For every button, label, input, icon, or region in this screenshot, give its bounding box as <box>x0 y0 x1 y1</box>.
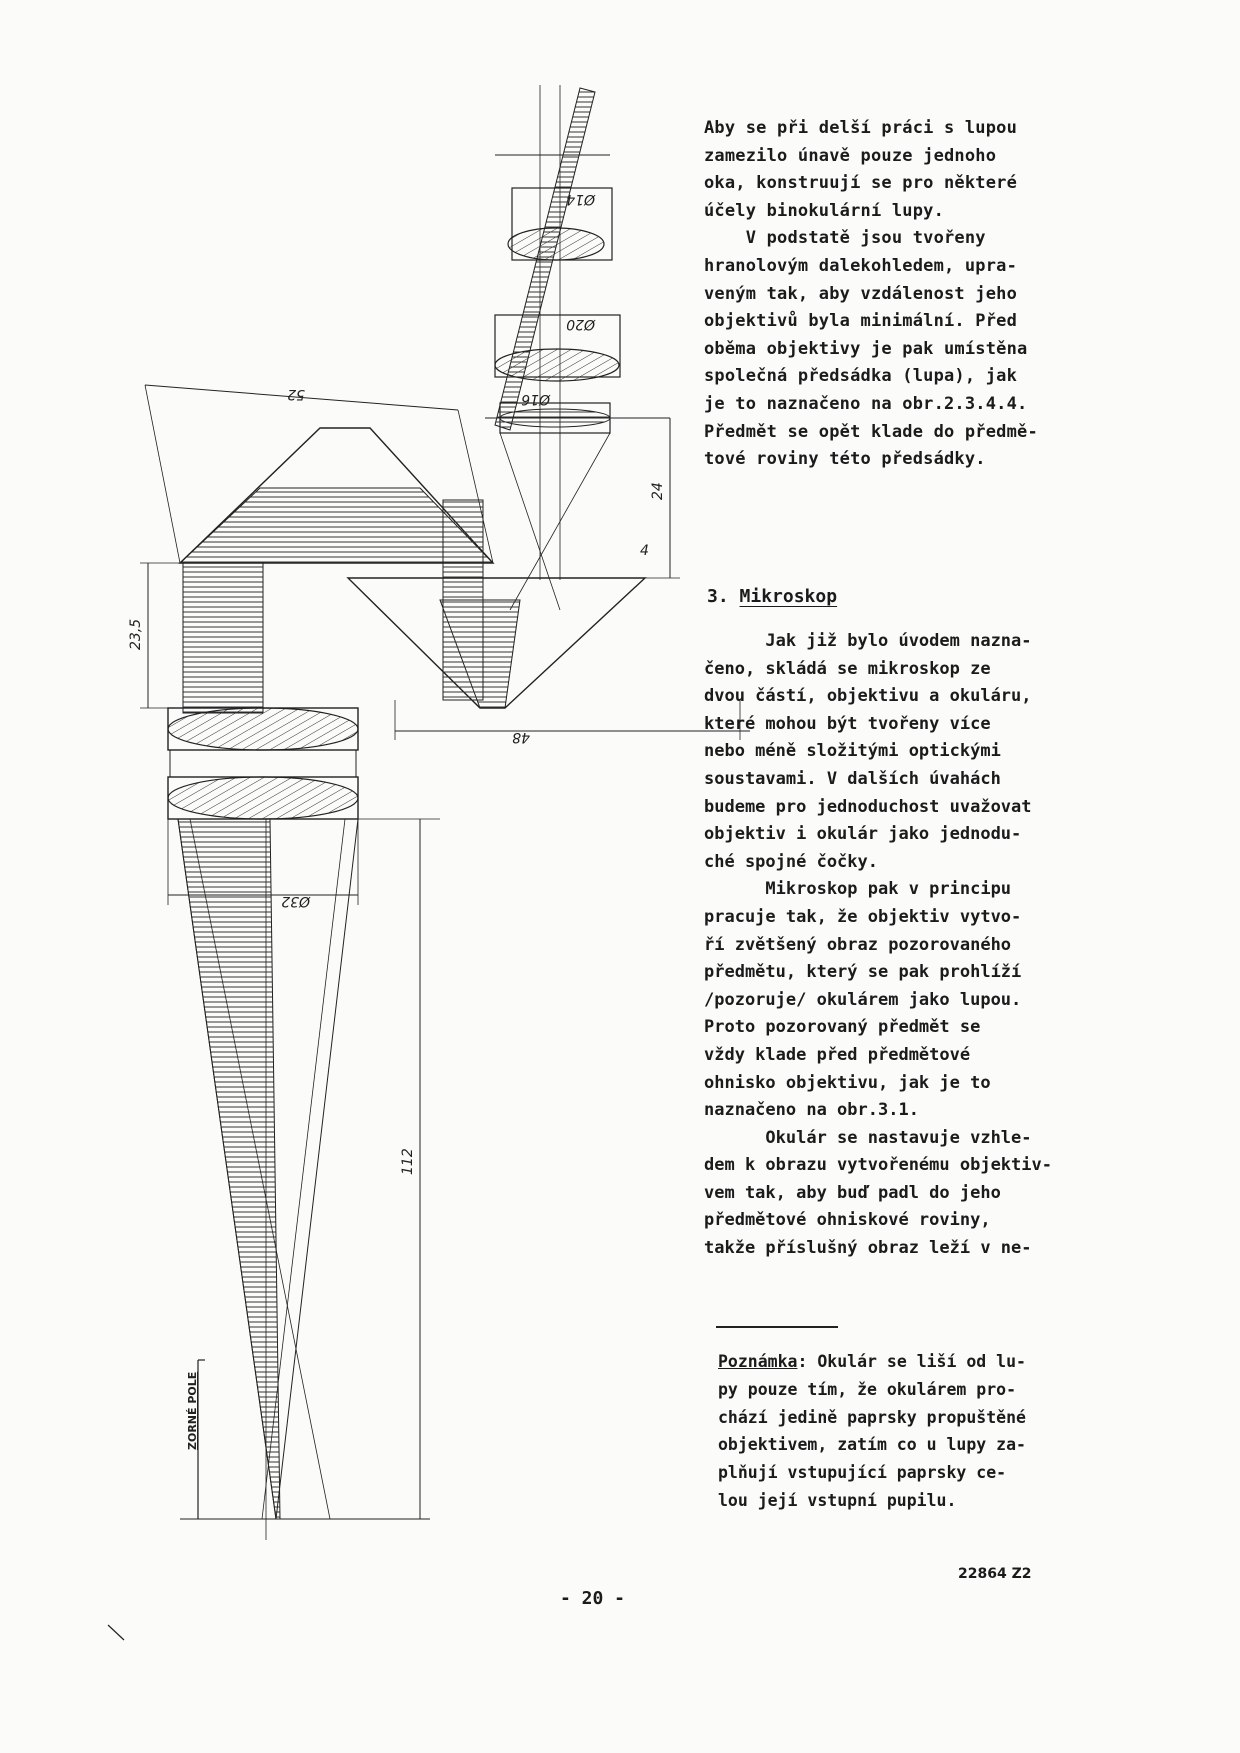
text-line: budeme pro jednoduchost uvažovat <box>704 796 1032 817</box>
text-line: chází jedině paprsky propuštěné <box>718 1407 1026 1427</box>
dimension-14: Ø14 <box>566 191 595 207</box>
text-line: předmětu, který se pak prohlíží <box>704 962 1022 983</box>
dimension-48: 48 <box>512 729 530 745</box>
text-line: ohnisko objektivu, jak je to <box>704 1072 991 1093</box>
text-line: soustavami. V dalších úvahách <box>704 768 1001 789</box>
text-line: Aby se při delší práci s lupou <box>704 118 1018 138</box>
footnote-divider <box>716 1326 838 1328</box>
text-line: dvou částí, objektivu a okuláru, <box>704 686 1032 707</box>
dimension-4: 4 <box>640 543 649 559</box>
dimension-20: Ø20 <box>566 316 595 332</box>
text-line: hranolovým dalekohledem, upra- <box>704 255 1018 276</box>
text-line: čeno, skládá se mikroskop ze <box>704 658 991 679</box>
dimension-16: Ø16 <box>521 391 550 407</box>
text-line: dem k obrazu vytvořenému objektiv- <box>704 1155 1052 1176</box>
page-number: - 20 - <box>560 1588 626 1609</box>
text-line: účely binokulární lupy. <box>704 200 945 221</box>
text-line: objektiv i okulár jako jednodu- <box>704 824 1022 845</box>
text-line: veným tak, aby vzdálenost jeho <box>704 283 1018 304</box>
text-line: Mikroskop pak v principu <box>704 879 1012 900</box>
document-code: 22864 Z2 <box>958 1566 1032 1582</box>
footnote-first-line <box>718 1348 1026 1376</box>
text-line: které mohou být tvořeny více <box>704 713 991 734</box>
section-body <box>704 628 1052 1263</box>
text-line: plňují vstupující paprsky ce- <box>718 1463 1007 1483</box>
text-line: Proto pozorovaný předmět se <box>704 1017 981 1038</box>
text-line: je to naznačeno na obr.2.3.4.4. <box>704 393 1028 414</box>
text-line: tové roviny této předsádky. <box>704 449 986 470</box>
text-line: naznačeno na obr.3.1. <box>704 1100 919 1121</box>
text-line: oka, konstruují se pro některé <box>704 173 1018 194</box>
text-line: ří zvětšený obraz pozorovaného <box>704 934 1012 955</box>
footnote-text: : Okulár se liší od lu- <box>797 1352 1026 1371</box>
field-of-view-label: ZORNÉ POLE <box>186 1371 199 1450</box>
dimension-32: Ø32 <box>281 893 310 909</box>
text-line: objektivů byla minimální. Před <box>704 311 1018 332</box>
dimension-52: 52 <box>287 386 305 402</box>
text-line: ché spojné čočky. <box>704 851 878 872</box>
intro-paragraph <box>704 115 1084 474</box>
text-line: /pozoruje/ okulárem jako lupou. <box>704 989 1022 1010</box>
section-number: 3. <box>707 586 729 607</box>
footnote <box>718 1348 1026 1515</box>
text-line: Jak již bylo úvodem nazna- <box>704 631 1032 651</box>
text-line: py pouze tím, že okulárem pro- <box>718 1379 1017 1399</box>
text-line: takže příslušný obraz leží v ne- <box>704 1238 1032 1259</box>
text-line: společná předsádka (lupa), jak <box>704 366 1018 387</box>
text-line: nebo méně složitými optickými <box>704 741 1001 762</box>
text-line: Okulár se nastavuje vzhle- <box>704 1127 1032 1148</box>
dimension-24: 24 <box>650 482 666 500</box>
text-line: Předmět se opět klade do předmě- <box>704 421 1038 442</box>
text-line: V podstatě jsou tvořeny <box>704 228 986 249</box>
text-line: lou její vstupní pupilu. <box>718 1490 957 1510</box>
footnote-label: Poznámka <box>718 1352 798 1371</box>
section-title: Mikroskop <box>739 586 838 607</box>
text-line: objektivem, zatím co u lupy za- <box>718 1435 1026 1455</box>
section-heading <box>707 586 837 607</box>
text-line: oběma objektivy je pak umístěna <box>704 338 1028 359</box>
text-line: pracuje tak, že objektiv vytvo- <box>704 906 1022 927</box>
text-line: předmětové ohniskové roviny, <box>704 1210 991 1231</box>
text-line: vždy klade před předmětové <box>704 1044 971 1065</box>
text-line: zamezilo únavě pouze jednoho <box>704 145 997 166</box>
dimension-23-5: 23,5 <box>128 618 144 650</box>
text-line: vem tak, aby buď padl do jeho <box>704 1182 1001 1203</box>
dimension-112: 112 <box>400 1148 416 1175</box>
